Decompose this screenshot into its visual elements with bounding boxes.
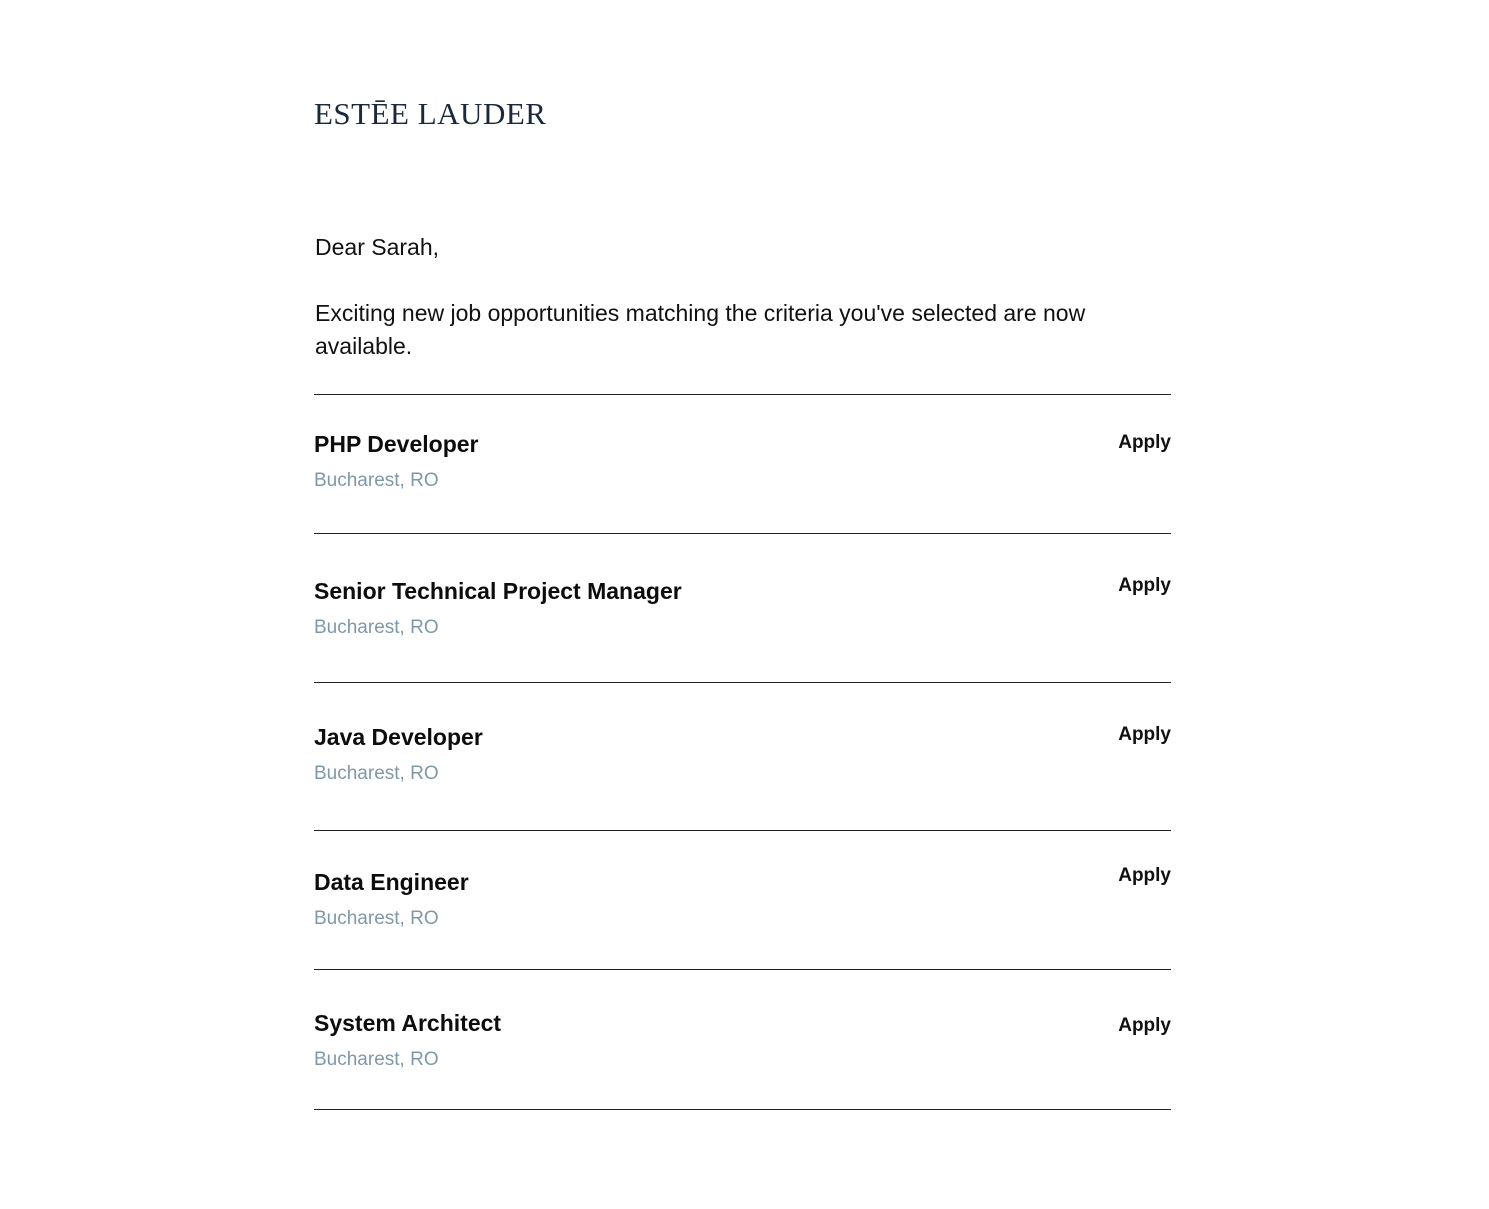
divider: [314, 830, 1171, 831]
job-location: Bucharest, RO: [314, 1049, 439, 1070]
divider: [314, 533, 1171, 534]
job-location: Bucharest, RO: [314, 470, 439, 491]
apply-button[interactable]: Apply: [1118, 724, 1171, 745]
job-location: Bucharest, RO: [314, 908, 439, 929]
apply-button[interactable]: Apply: [1118, 575, 1171, 596]
job-title: Senior Technical Project Manager: [314, 578, 682, 604]
job-location: Bucharest, RO: [314, 617, 439, 638]
greeting-text: Dear Sarah,: [315, 234, 440, 260]
apply-button[interactable]: Apply: [1118, 865, 1171, 886]
divider: [314, 1109, 1171, 1110]
job-location: Bucharest, RO: [314, 763, 439, 784]
job-title: System Architect: [314, 1010, 502, 1036]
divider: [314, 394, 1171, 395]
divider: [314, 682, 1171, 683]
apply-button[interactable]: Apply: [1118, 1015, 1171, 1036]
apply-button[interactable]: Apply: [1118, 432, 1171, 453]
job-title: Data Engineer: [314, 869, 469, 895]
job-title: Java Developer: [314, 724, 483, 750]
intro-text: Exciting new job opportunities matching the criteria you've selected are now available.: [315, 300, 1086, 359]
estee-lauder-logo: ESTĒE LAUDER: [314, 96, 547, 131]
divider: [314, 969, 1171, 970]
job-title: PHP Developer: [314, 431, 479, 457]
